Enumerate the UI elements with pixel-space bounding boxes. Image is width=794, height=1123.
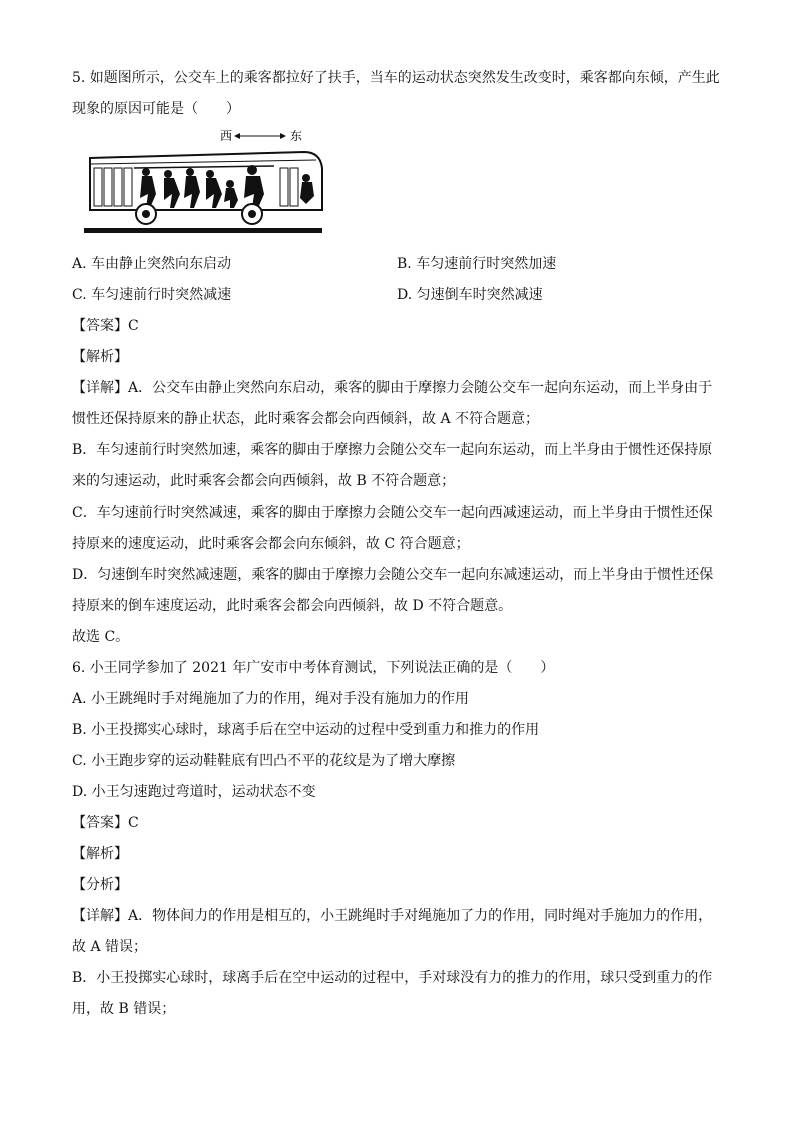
q6-analysis-title: 【解析】	[72, 846, 128, 862]
q5-option-d: D. 匀速倒车时突然减速	[397, 287, 543, 303]
q5-detail-line: 来的匀速运动，此时乘客会都会向西倾斜，故 B 不符合题意；	[72, 473, 456, 489]
q6-detail-line: 【详解】A．物体间力的作用是相互的，小王跳绳时手对绳施加了力的作用，同时绳对手施加力的作用，	[72, 908, 713, 924]
q5-stem-line-2: 现象的原因可能是（ ）	[72, 101, 240, 117]
q5-conclusion: 故选 C。	[72, 629, 130, 645]
q5-detail-line: 【详解】A．公交车由静止突然向东启动，乘客的脚由于摩擦力会随公交车一起向东运动，而上半身由于	[72, 380, 713, 396]
q6-option-b: B. 小王投掷实心球时，球离手后在空中运动的过程中受到重力和推力的作用	[72, 722, 540, 738]
q6-fenxi-title: 【分析】	[72, 877, 128, 893]
q6-option-a: A. 小王跳绳时手对绳施加了力的作用，绳对手没有施加力的作用	[72, 691, 470, 707]
q5-detail-line: D．匀速倒车时突然减速题，乘客的脚由于摩擦力会随公交车一起向东减速运动，而上半身由于惯性还保	[72, 567, 714, 583]
q5-detail-line: 惯性还保持原来的静止状态，此时乘客会都会向西倾斜，故 A 不符合题意；	[72, 411, 540, 427]
east-arrowhead	[280, 133, 286, 139]
west-arrowhead	[234, 133, 240, 139]
q5-stem-line-1: 5. 如题图所示，公交车上的乘客都拉好了扶手，当车的运动状态突然发生改变时，乘客都向东倾，产生此	[72, 70, 720, 86]
front-wheel-hub	[142, 210, 150, 218]
west-label: 西	[220, 129, 233, 143]
q6-stem: 6. 小王同学参加了 2021 年广安市中考体育测试，下列说法正确的是（ ）	[72, 660, 555, 676]
q6-detail-line: 故 A 错误；	[72, 939, 148, 955]
q6-detail-line: B．小王投掷实心球时，球离手后在空中运动的过程中，手对球没有力的推力的作用，球只受到重力的作	[72, 970, 713, 986]
q5-detail-line: C．车匀速前行时突然减速，乘客的脚由于摩擦力会随公交车一起向西减速运动，而上半身由于惯性还保	[72, 505, 713, 521]
q5-option-a: A. 车由静止突然向东启动	[72, 256, 232, 272]
east-label: 东	[290, 129, 303, 143]
rear-wheel-hub	[248, 210, 256, 218]
q5-analysis-title: 【解析】	[72, 349, 128, 365]
q6-answer: 【答案】C	[72, 815, 139, 831]
q5-detail-line: 持原来的速度运动，此时乘客会都会向东倾斜，故 C 符合题意；	[72, 536, 470, 552]
q6-option-c: C. 小王跑步穿的运动鞋鞋底有凹凸不平的花纹是为了增大摩擦	[72, 753, 456, 769]
q5-answer: 【答案】C	[72, 318, 139, 334]
q6-detail-line: 用，故 B 错误；	[72, 1001, 176, 1017]
bus-illustration	[84, 128, 324, 238]
q6-option-d: D. 小王匀速跑过弯道时，运动状态不变	[72, 784, 316, 800]
q5-detail-line: 持原来的倒车速度运动，此时乘客会都会向西倾斜，故 D 不符合题意。	[72, 598, 513, 614]
q5-detail-line: B．车匀速前行时突然加速，乘客的脚由于摩擦力会随公交车一起向东运动，而上半身由于惯性还保持原	[72, 442, 713, 458]
q5-option-c: C. 车匀速前行时突然减速	[72, 287, 232, 303]
ground-line	[84, 228, 322, 233]
q5-option-b: B. 车匀速前行时突然加速	[397, 256, 557, 272]
bus-figure	[84, 128, 324, 238]
